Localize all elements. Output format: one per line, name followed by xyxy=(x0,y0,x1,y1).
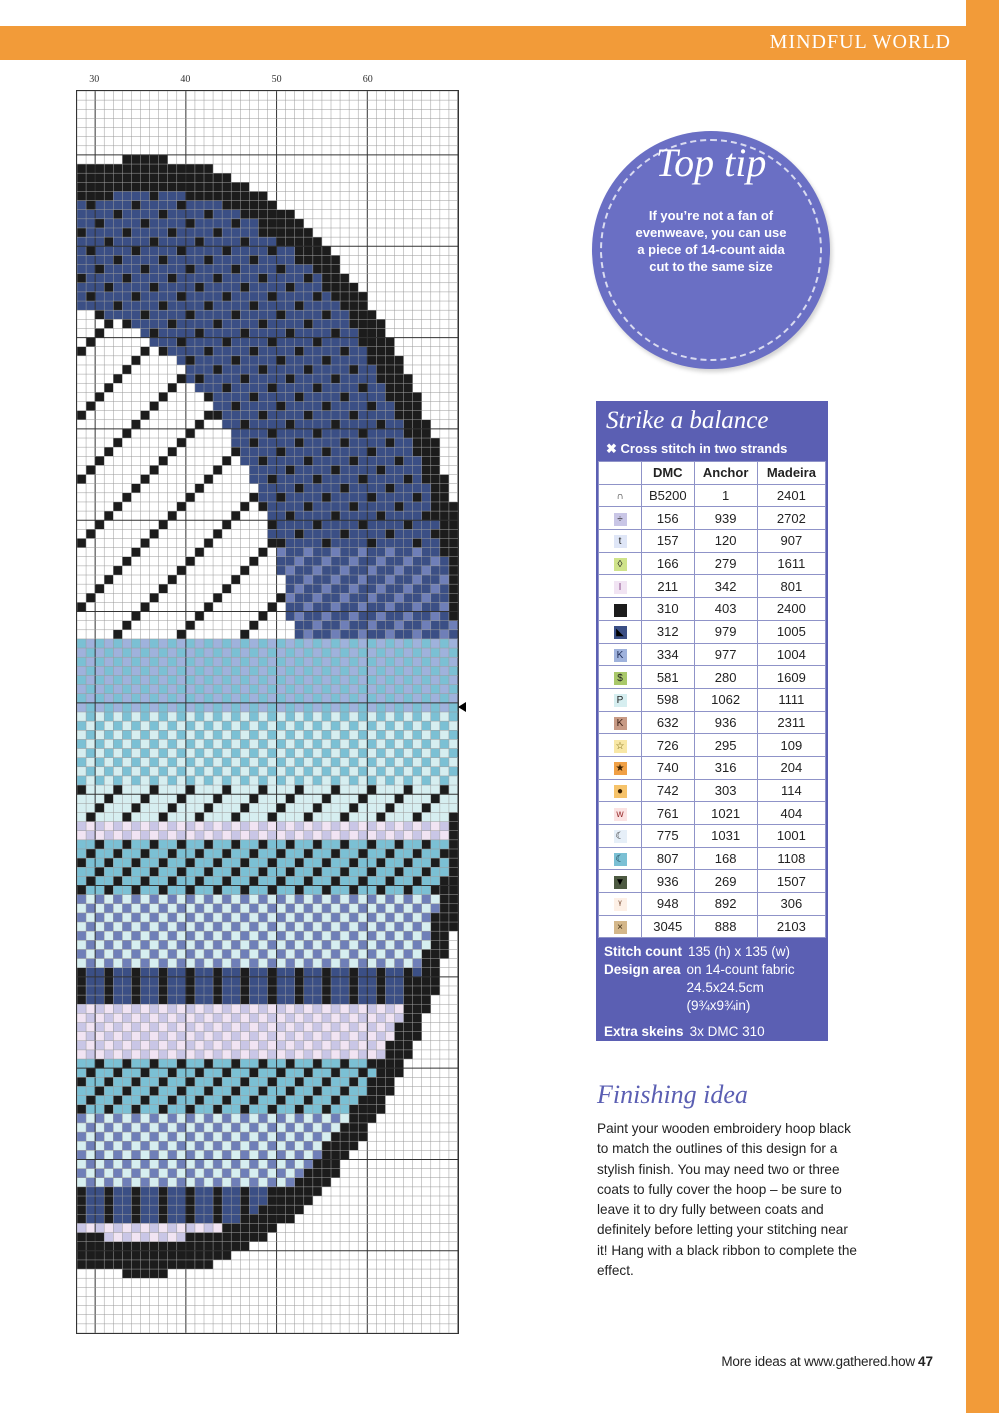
key-madeira-cell: 2311 xyxy=(757,711,825,734)
key-dmc-cell: 581 xyxy=(642,666,695,689)
key-symbol-cell xyxy=(599,598,642,621)
key-dmc-cell: 740 xyxy=(642,756,695,779)
key-anchor-cell: 888 xyxy=(694,915,757,938)
key-madeira-cell: 2702 xyxy=(757,507,825,530)
key-footer xyxy=(604,943,824,1041)
key-madeira-cell: 1005 xyxy=(757,620,825,643)
key-symbol-cell xyxy=(599,802,642,825)
key-madeira-cell: 1111 xyxy=(757,688,825,711)
key-dmc-cell: B5200 xyxy=(642,484,695,507)
stitch-symbol-icon: K xyxy=(614,717,627,730)
key-subtitle: ✖ Cross stitch in two strands xyxy=(606,441,788,456)
key-dmc-cell: 807 xyxy=(642,847,695,870)
key-dmc-cell: 211 xyxy=(642,575,695,598)
key-madeira-cell: 114 xyxy=(757,779,825,802)
key-dmc-cell: 948 xyxy=(642,893,695,916)
key-madeira-cell: 907 xyxy=(757,530,825,553)
key-dmc-cell: 166 xyxy=(642,552,695,575)
stitch-symbol-icon: t xyxy=(614,535,627,548)
key-madeira-cell: 2401 xyxy=(757,484,825,507)
key-row xyxy=(599,643,826,666)
key-row xyxy=(599,575,826,598)
stitch-symbol-icon: K xyxy=(614,649,627,662)
stitch-symbol-icon: ᵞ xyxy=(614,898,627,911)
key-header-anchor: Anchor xyxy=(694,462,757,485)
key-anchor-cell: 280 xyxy=(694,666,757,689)
key-row xyxy=(599,915,826,938)
key-anchor-cell: 977 xyxy=(694,643,757,666)
key-madeira-cell: 204 xyxy=(757,756,825,779)
section-title: MINDFUL WORLD xyxy=(769,31,951,53)
column-number: 60 xyxy=(362,74,373,85)
key-dmc-cell: 157 xyxy=(642,530,695,553)
key-anchor-cell: 979 xyxy=(694,620,757,643)
key-row xyxy=(599,552,826,575)
key-madeira-cell: 1001 xyxy=(757,825,825,848)
key-dmc-cell: 775 xyxy=(642,825,695,848)
stitch-count-row xyxy=(604,943,824,961)
key-madeira-cell: 801 xyxy=(757,575,825,598)
key-row xyxy=(599,870,826,893)
key-header-dmc: DMC xyxy=(642,462,695,485)
top-tip-title: Top tip xyxy=(655,140,767,185)
stitch-symbol-icon: ☾ xyxy=(614,853,627,866)
key-symbol-cell xyxy=(599,620,642,643)
key-header-row xyxy=(599,462,826,485)
key-dmc-cell: 726 xyxy=(642,734,695,757)
key-anchor-cell: 939 xyxy=(694,507,757,530)
finishing-idea-text: Paint your wooden embroidery hoop black to match the outlines of this design for a stylish finish. You may need two or three coats to fully cover the hoop – be sure to leave it to dry fully between coats and definitely before letting your stitching near it! Hang with a black ribbon to complete the effect. xyxy=(597,1121,857,1279)
key-symbol-cell xyxy=(599,847,642,870)
stitch-symbol-icon: ▼ xyxy=(615,876,625,888)
extra-skeins-label: Extra skeins xyxy=(604,1024,684,1039)
key-row xyxy=(599,598,826,621)
key-madeira-cell: 1004 xyxy=(757,643,825,666)
chart-grid-svg xyxy=(77,91,458,1333)
key-dmc-cell: 936 xyxy=(642,870,695,893)
chart-column-axis xyxy=(76,74,460,90)
top-tip-text: If you’re not a fan of evenweave, you can use a piece of 14-count aida cut to the same size xyxy=(635,208,787,274)
stitch-symbol-icon: ● xyxy=(614,785,627,798)
key-header-symbol xyxy=(599,462,642,485)
thread-key-table xyxy=(598,461,826,938)
key-symbol-cell xyxy=(599,734,642,757)
extra-skeins-value: 3x DMC 310 xyxy=(689,1024,765,1039)
key-anchor-cell: 269 xyxy=(694,870,757,893)
key-dmc-cell: 632 xyxy=(642,711,695,734)
stitch-symbol-icon: ☾ xyxy=(614,830,627,843)
key-anchor-cell: 1021 xyxy=(694,802,757,825)
column-number: 30 xyxy=(89,74,100,85)
key-symbol-cell xyxy=(599,915,642,938)
key-madeira-cell: 2103 xyxy=(757,915,825,938)
key-row xyxy=(599,484,826,507)
column-number: 50 xyxy=(271,74,282,85)
key-row xyxy=(599,666,826,689)
thread-key-panel xyxy=(596,401,828,1041)
key-madeira-cell: 109 xyxy=(757,734,825,757)
key-anchor-cell: 1031 xyxy=(694,825,757,848)
column-number: 40 xyxy=(180,74,191,85)
key-madeira-cell: 1609 xyxy=(757,666,825,689)
stitch-symbol-icon: ■ xyxy=(614,604,627,617)
top-tip-badge xyxy=(592,131,830,369)
key-symbol-cell xyxy=(599,870,642,893)
key-dmc-cell: 598 xyxy=(642,688,695,711)
key-symbol-cell xyxy=(599,552,642,575)
key-row xyxy=(599,734,826,757)
key-symbol-cell xyxy=(599,893,642,916)
key-symbol-cell xyxy=(599,688,642,711)
key-symbol-cell xyxy=(599,825,642,848)
page-edge-stripe xyxy=(966,0,999,1413)
key-row xyxy=(599,756,826,779)
centre-arrow-icon xyxy=(458,702,466,712)
key-symbol-cell xyxy=(599,666,642,689)
key-madeira-cell: 1108 xyxy=(757,847,825,870)
key-madeira-cell: 1507 xyxy=(757,870,825,893)
stitch-count-value: 135 (h) x 135 (w) xyxy=(688,944,791,959)
stitch-count-label: Stitch count xyxy=(604,944,682,959)
design-area-label: Design area xyxy=(604,962,681,977)
key-symbol-cell xyxy=(599,484,642,507)
key-row xyxy=(599,847,826,870)
page-number: 47 xyxy=(917,1354,933,1369)
stitch-symbol-icon: ∩ xyxy=(614,490,627,503)
key-row xyxy=(599,507,826,530)
cross-stitch-chart xyxy=(76,90,459,1334)
key-symbol-cell xyxy=(599,575,642,598)
key-madeira-cell: 1611 xyxy=(757,552,825,575)
key-madeira-cell: 2400 xyxy=(757,598,825,621)
key-symbol-cell xyxy=(599,711,642,734)
key-anchor-cell: 1062 xyxy=(694,688,757,711)
key-anchor-cell: 120 xyxy=(694,530,757,553)
key-dmc-cell: 3045 xyxy=(642,915,695,938)
key-symbol-cell xyxy=(599,530,642,553)
key-madeira-cell: 306 xyxy=(757,893,825,916)
key-anchor-cell: 342 xyxy=(694,575,757,598)
stitch-symbol-icon: w xyxy=(614,808,627,821)
key-rows xyxy=(599,484,826,938)
stitch-symbol-icon: P xyxy=(614,694,627,707)
key-row xyxy=(599,893,826,916)
design-area-row xyxy=(604,961,824,1015)
key-row xyxy=(599,802,826,825)
key-symbol-cell xyxy=(599,507,642,530)
stitch-symbol-icon: ☆ xyxy=(614,740,627,753)
key-dmc-cell: 742 xyxy=(642,779,695,802)
page-footer xyxy=(721,1354,933,1369)
design-area-imperial: (9¾x9¾in) xyxy=(686,998,751,1013)
website-link[interactable]: More ideas at www.gathered.how xyxy=(721,1354,915,1369)
key-row xyxy=(599,711,826,734)
key-anchor-cell: 168 xyxy=(694,847,757,870)
key-madeira-cell: 404 xyxy=(757,802,825,825)
stitch-symbol-icon: $ xyxy=(614,672,627,685)
key-dmc-cell: 310 xyxy=(642,598,695,621)
stitch-symbol-icon: ★ xyxy=(614,762,627,775)
stitch-symbol-icon: ◊ xyxy=(614,558,627,571)
key-row xyxy=(599,688,826,711)
extra-skeins-row xyxy=(604,1023,824,1041)
key-anchor-cell: 303 xyxy=(694,779,757,802)
finishing-idea-title: Finishing idea xyxy=(597,1080,748,1109)
key-anchor-cell: 403 xyxy=(694,598,757,621)
stitch-symbol-icon: ÷ xyxy=(614,513,627,526)
stitch-symbol-icon: ◣ xyxy=(614,626,627,639)
stitch-symbol-icon: I xyxy=(614,581,627,594)
key-dmc-cell: 761 xyxy=(642,802,695,825)
key-header-madeira: Madeira xyxy=(757,462,825,485)
stitch-symbol-icon: × xyxy=(614,921,627,934)
key-symbol-cell xyxy=(599,756,642,779)
key-anchor-cell: 1 xyxy=(694,484,757,507)
key-row xyxy=(599,620,826,643)
key-anchor-cell: 892 xyxy=(694,893,757,916)
key-row xyxy=(599,530,826,553)
key-title: Strike a balance xyxy=(606,407,769,434)
key-dmc-cell: 334 xyxy=(642,643,695,666)
key-anchor-cell: 936 xyxy=(694,711,757,734)
key-dmc-cell: 312 xyxy=(642,620,695,643)
design-area-fabric: on 14-count fabric xyxy=(686,962,795,977)
key-symbol-cell xyxy=(599,779,642,802)
key-row xyxy=(599,779,826,802)
key-dmc-cell: 156 xyxy=(642,507,695,530)
key-anchor-cell: 279 xyxy=(694,552,757,575)
key-row xyxy=(599,825,826,848)
key-anchor-cell: 316 xyxy=(694,756,757,779)
key-symbol-cell xyxy=(599,643,642,666)
key-anchor-cell: 295 xyxy=(694,734,757,757)
design-area-metric: 24.5x24.5cm xyxy=(686,980,764,995)
